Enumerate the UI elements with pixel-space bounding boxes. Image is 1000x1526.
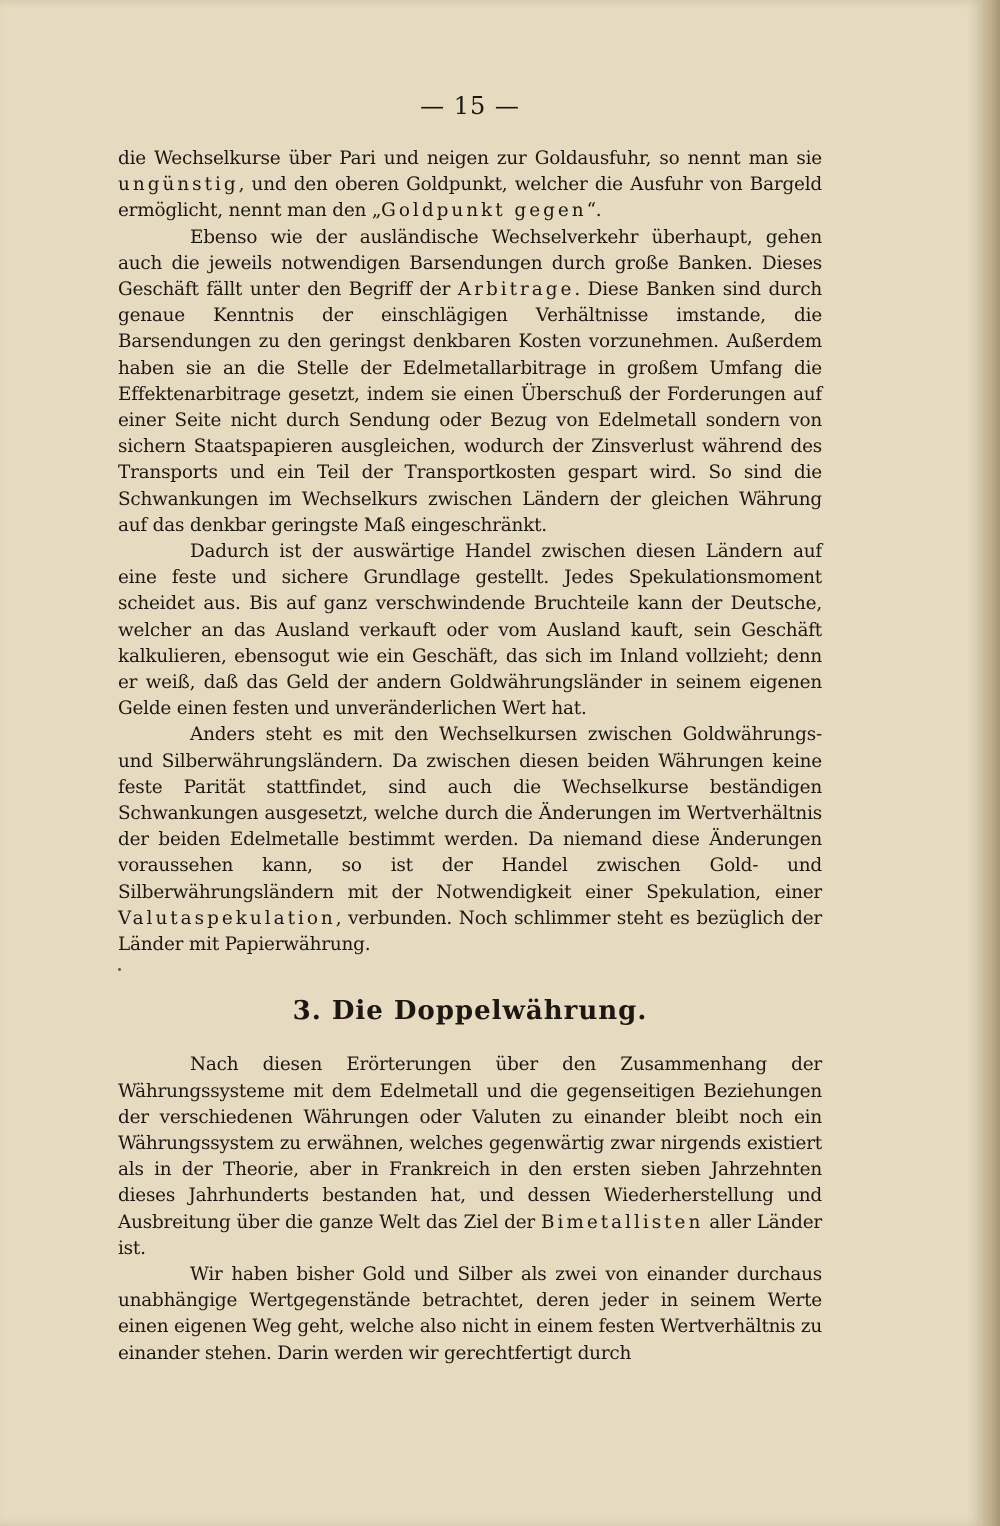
paragraph-text: Nach diesen Erörterungen über den Zusammenhang der Währungssysteme mit dem Edelmetall und die gegenseitigen Beziehungen der verschiedenen Währungen oder Valuten zu einander bleibt noch ein Währungssystem zu erwähnen, welches gegenwärtig zwar nirgends existiert als in der Theorie, aber in Frankreich in den ersten sieben Jahrzehnten dieses Jahrhunderts bestanden hat, und dessen Wiederherstellung und Ausbreitung über die ganze Welt das Ziel der [118,1054,822,1233]
emphasized-text: Goldpunkt gegen [381,200,587,222]
text-after-heading [118,1052,822,1366]
page-number: — 15 — [420,92,520,120]
page-edge [982,0,1000,1526]
paragraph [118,539,822,722]
paragraph [118,1052,822,1262]
paragraph-text: , verbunden. Noch schlimmer steht es bezüglich der Länder mit Papierwährung. [118,907,822,956]
paragraph-text: Anders steht es mit den Wechselkursen zwischen Goldwährungs- und Silberwährungsländern. Da zwischen diesen beiden Währungen keine feste Parität stattfindet, sind auch die Wechselkurse beständigen Schwankungen ausgesetzt, welche durch die Änderungen im Wertverhältnis der beiden Edelmetalle bestimmt werden. Da niemand diese Änderungen voraussehen kann, so ist der Handel zwischen Gold- und Silberwährungsländern mit der Notwendigkeit einer Spekulation, einer [118,724,822,903]
paragraph-text: “. [586,200,602,222]
emphasized-text: Arbitrage [457,279,575,301]
page-text-block [118,90,822,1367]
emphasized-text: Valutaspekulation [118,907,336,929]
paragraph-text: aller Länder ist. [118,1211,822,1259]
text-before-heading [118,146,822,958]
paragraph [118,146,822,225]
paragraph-text: . Diese Banken sind durch genaue Kenntnis der einschlägigen Verhältnisse imstande, die Barsendungen zu den geringst denkbaren Kosten vorzunehmen. Außerdem haben sie an die Stelle der Edelmetallarbitrage in großem Umfang die Effektenarbitrage gesetzt, indem sie einen Überschuß der Forderungen auf einer Seite nicht durch Sendung oder Bezug von Edelmetall sondern von sichern Staatspapieren ausgleichen, wodurch der Zinsverlust während des Transports und ein Teil der Transportkosten gespart wird. So sind die Schwankungen im Wechselkurs zwischen Ländern der gleichen Währung auf das denkbar geringste Maß eingeschränkt. [118,279,823,536]
paragraph-text: Ebenso wie der ausländische Wechselverkehr überhaupt, gehen auch die jeweils notwendigen Barsendungen durch große Banken. Dieses Geschäft fällt unter den Begriff der [118,226,822,301]
paragraph-text: , und den oberen Goldpunkt, welcher die Ausfuhr von Bargeld ermöglicht, nennt man den „ [118,174,822,222]
paragraph [118,1262,822,1367]
paragraph [118,722,822,958]
paragraph [118,225,822,539]
emphasized-text: ungünstig [118,174,239,196]
section-heading: 3. Die Doppelwährung. [292,996,648,1027]
emphasized-text: Bimetallisten [541,1211,704,1233]
paragraph-text: die Wechselkurse über Pari und neigen zur Goldausfuhr, so nennt man sie [118,148,822,169]
paragraph-text: Wir haben bisher Gold und Silber als zwei von einander durchaus unabhängige Wertgegenstände betrachtet, deren jeder in seinem Werte einen eigenen Weg geht, welche also nicht in einem festen Wertverhältnis zu einander stehen. Darin werden wir gerechtfertigt durch [118,1263,822,1364]
paragraph-text: Dadurch ist der auswärtige Handel zwischen diesen Ländern auf eine feste und sichere Grundlage gestellt. Jedes Spekulationsmoment scheidet aus. Bis auf ganz verschwindende Bruchteile kann der Deutsche, welcher an das Ausland verkauft oder vom Ausland kauft, sein Geschäft kalkulieren, ebensogut wie ein Geschäft, das sich im Inland vollzieht; denn er weiß, daß das Geld der andern Goldwährungsländer in seinem eigenen Gelde einen festen und unveränderlichen Wert hat. [118,541,822,720]
